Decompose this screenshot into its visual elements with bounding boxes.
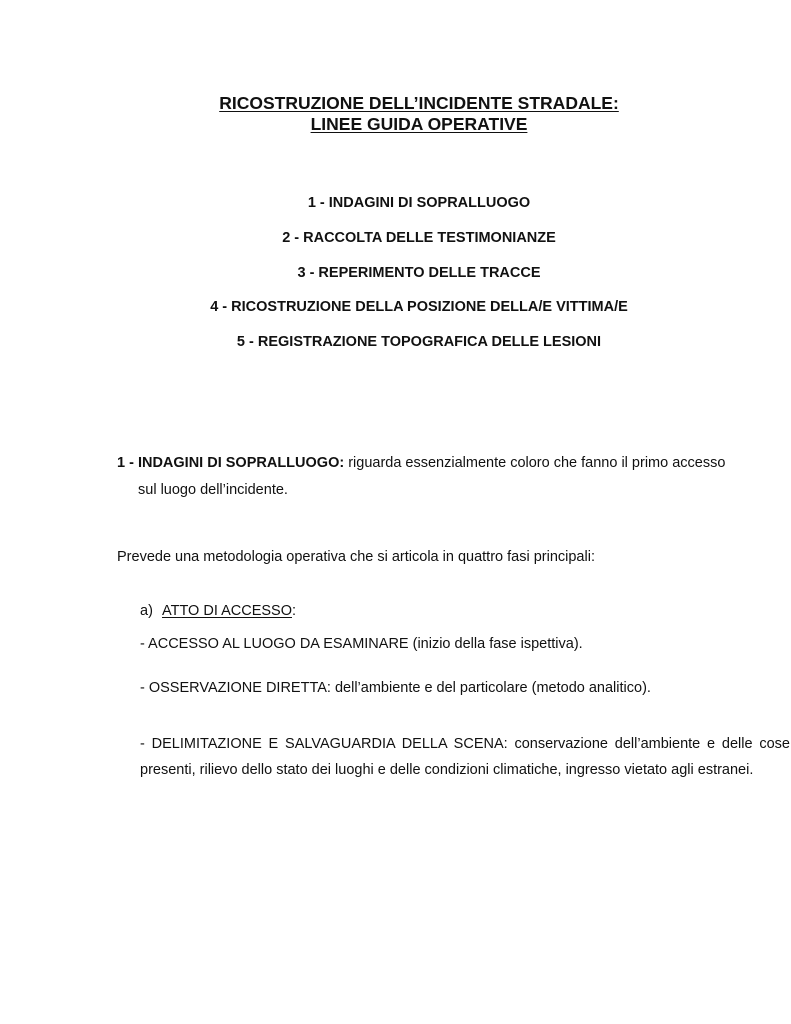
phase-a-suffix: : [292, 603, 297, 619]
section1-text-line2: sul luogo dell’incidente. [138, 482, 288, 498]
section1-heading: 1 - INDAGINI DI SOPRALLUOGO: [117, 455, 345, 471]
section1-intro: Prevede una metodologia operativa che si articola in quattro fasi principali: [117, 549, 595, 565]
index-item-1: 1 - INDAGINI DI SOPRALLUOGO [307, 195, 531, 211]
phase-a-item-osservazione: - OSSERVAZIONE DIRETTA: dell’ambiente e del particolare (metodo analitico). [140, 680, 651, 696]
phase-a-title: ATTO DI ACCESSO [162, 603, 292, 619]
document-title-line2: LINEE GUIDA OPERATIVE [310, 114, 528, 134]
phase-a-item-delimitazione: - DELIMITAZIONE E SALVAGUARDIA DELLA SCENA: conservazione dell’ambiente e delle cose presenti, rilievo dello stato dei luoghi e delle condizioni climatiche, ingresso vietato agli estranei. [140, 736, 790, 778]
section1-paragraph-line1 [117, 454, 725, 472]
phase-a-heading [140, 602, 296, 620]
index-item-5: 5 - REGISTRAZIONE TOPOGRAFICA DELLE LESIONI [236, 334, 602, 350]
section1-text-line1: riguarda essenzialmente coloro che fanno il primo accesso [344, 455, 726, 471]
document-title-line1: RICOSTRUZIONE DELL’INCIDENTE STRADALE: [219, 93, 619, 113]
index-item-3: 3 - REPERIMENTO DELLE TRACCE [297, 265, 541, 281]
index-item-2: 2 - RACCOLTA DELLE TESTIMONIANZE [282, 230, 556, 246]
phase-a-item-accesso: - ACCESSO AL LUOGO DA ESAMINARE (inizio della fase ispettiva). [140, 636, 583, 652]
phase-a-label: a) [140, 603, 153, 619]
index-item-4: 4 - RICOSTRUZIONE DELLA POSIZIONE DELLA/E VITTIMA/E [210, 299, 628, 315]
